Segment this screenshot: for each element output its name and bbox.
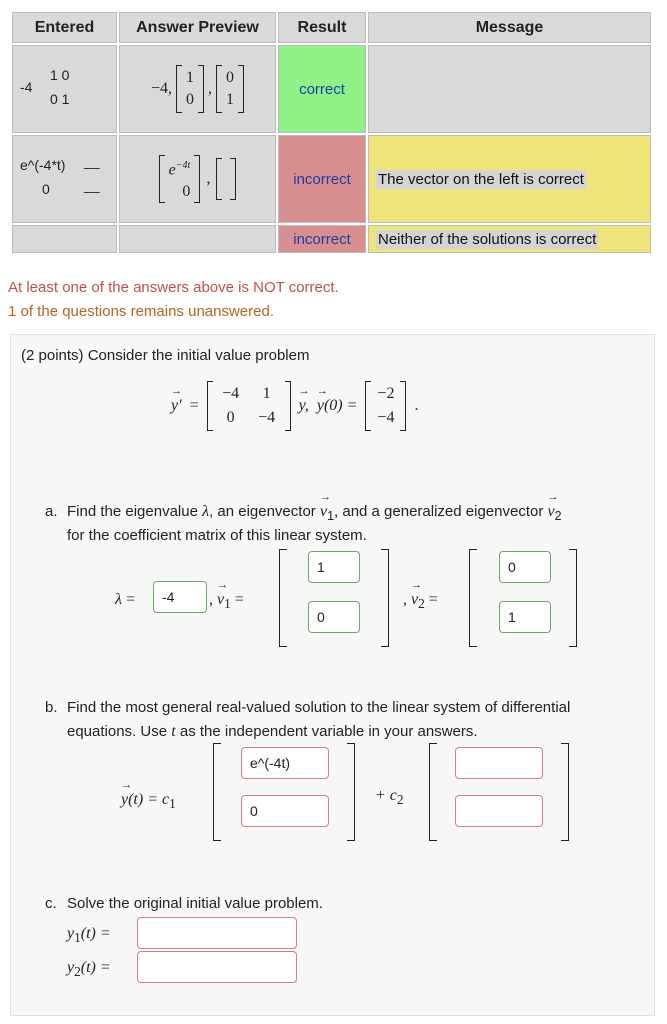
matrix-entry: 0 <box>226 409 235 426</box>
part-a-text-2: for the coefficient matrix of this linear system. <box>67 527 367 544</box>
header-entered: Entered <box>12 12 117 43</box>
text: Find the eigenvalue <box>67 503 203 520</box>
table-row <box>12 45 651 133</box>
message-text: The vector on the left is correct <box>378 170 584 188</box>
lambda-input[interactable]: -4 <box>153 581 207 613</box>
initial-condition-label: → y(0) = <box>317 397 358 415</box>
v2-label: , → $v_2$ = <box>403 591 438 612</box>
entered-row: 1 0 <box>50 67 70 83</box>
y2-label <box>67 959 111 980</box>
message-cell <box>368 225 651 253</box>
result-status: incorrect <box>278 225 366 253</box>
subscript: 1 <box>224 596 231 612</box>
text: equations. Use <box>67 723 172 740</box>
t-arg: (t) = <box>80 925 111 942</box>
entered-lambda: -4 <box>20 79 33 95</box>
subscript: 1 <box>169 796 176 812</box>
matrix-entry: −2 <box>377 385 395 402</box>
results-table <box>10 10 653 255</box>
table-row <box>12 135 651 223</box>
v2-symbol: → v <box>411 591 418 609</box>
v2-input-2[interactable]: 1 <box>499 601 551 633</box>
c2-symbol: + c <box>375 787 397 804</box>
message-cell <box>368 135 651 223</box>
c2-label <box>375 787 404 808</box>
entered-cell <box>12 45 117 133</box>
matrix-entry: 1 <box>226 91 235 108</box>
y2-input[interactable] <box>137 951 297 983</box>
status-not-correct: At least one of the answers above is NOT correct. <box>8 279 339 296</box>
bracket-right <box>381 549 389 647</box>
v1-input-2[interactable]: 0 <box>308 601 360 633</box>
subscript: 1 <box>327 509 335 523</box>
subscript: 2 <box>74 964 81 980</box>
ivp-equation: → y′ = −4 1 0 −4 → y, → y(0) = −2 −4 . <box>171 381 418 431</box>
preview-vector-v1 <box>176 65 204 113</box>
header-preview: Answer Preview <box>119 12 276 43</box>
v1-input-1[interactable]: 1 <box>308 551 360 583</box>
preview-vector-right <box>216 158 236 200</box>
bracket-left <box>429 743 437 841</box>
y1-label <box>67 925 111 946</box>
preview-cell: $e^{-4t}$ 0 , <box>119 135 276 223</box>
result-status: incorrect <box>278 135 366 223</box>
part-b-text: Find the most general real-valued solution to the linear system of differential <box>67 699 571 716</box>
subscript: 2 <box>554 509 562 523</box>
t-symbol: t <box>171 723 176 740</box>
c2-vector-input-1[interactable] <box>455 747 543 779</box>
lambda-symbol: λ <box>202 503 210 520</box>
matrix-entry-exponent: −4t <box>175 159 191 171</box>
y-vector: → y, <box>299 397 309 415</box>
entered-row: e^(-4*t) <box>20 157 66 173</box>
preview-lambda: −4, <box>150 80 173 97</box>
subscript: 1 <box>74 930 81 946</box>
preview-cell <box>119 225 276 253</box>
matrix-entry: 0 <box>226 69 235 86</box>
c1-vector-input-2[interactable]: 0 <box>241 795 329 827</box>
v1-symbol: → v <box>320 503 327 521</box>
lambda-label: λ = <box>115 591 135 608</box>
entered-blank: __ <box>84 177 100 193</box>
subscript: 2 <box>418 596 425 612</box>
part-a-label: a. <box>45 503 58 520</box>
bracket-right <box>569 549 577 647</box>
matrix-entry: 1 <box>186 69 195 86</box>
bracket-left <box>469 549 477 647</box>
header-message: Message <box>368 12 651 43</box>
matrix-entry: −4 <box>258 409 276 426</box>
entered-cell <box>12 225 117 253</box>
v1-label: , → $v_1$ = <box>209 591 244 612</box>
initial-vector <box>365 381 406 431</box>
result-status: correct <box>278 45 366 133</box>
text: , and a generalized eigenvector <box>334 503 548 520</box>
coefficient-matrix <box>207 381 291 431</box>
matrix-entry: e <box>168 161 176 179</box>
message-cell <box>368 45 651 133</box>
entered-row: 0 <box>42 181 50 197</box>
entered-row: 0 1 <box>50 91 70 107</box>
part-b-label: b. <box>45 699 58 716</box>
bracket-left <box>279 549 287 647</box>
bracket-left <box>213 743 221 841</box>
status-messages <box>8 276 339 324</box>
entered-cell <box>12 135 117 223</box>
bracket-right <box>347 743 355 841</box>
text: , an eigenvector <box>209 503 320 520</box>
table-row <box>12 225 651 253</box>
part-b-text-2 <box>67 723 478 741</box>
general-solution-label <box>121 791 176 812</box>
matrix-entry: 1 <box>262 385 271 402</box>
part-c-text: Solve the original initial value problem. <box>67 895 323 912</box>
problem-intro: (2 points) Consider the initial value problem <box>21 347 310 364</box>
preview-vector-v2 <box>216 65 244 113</box>
v2-input-1[interactable]: 0 <box>499 551 551 583</box>
text: as the independent variable in your answers. <box>175 723 478 740</box>
y1-input[interactable] <box>137 917 297 949</box>
problem-box <box>10 334 655 1016</box>
subscript: 2 <box>396 792 404 808</box>
header-result: Result <box>278 12 366 43</box>
y-symbol: y <box>67 959 75 976</box>
t-arg: (t) = <box>80 959 111 976</box>
matrix-entry: 0 <box>186 91 195 108</box>
message-text: Neither of the solutions is correct <box>378 230 597 248</box>
matrix-entry: 0 <box>182 183 191 201</box>
bracket-right <box>561 743 569 841</box>
preview-cell: −4, 1 0 , 0 1 <box>119 45 276 133</box>
c2-vector-input-2[interactable] <box>455 795 543 827</box>
part-c-label: c. <box>45 895 57 912</box>
entered-blank: __ <box>84 153 100 169</box>
y-t-c1: → y(t) = c <box>121 791 169 809</box>
v2-symbol: → v <box>548 503 555 521</box>
matrix-entry: −4 <box>377 409 395 426</box>
v1-symbol: → v <box>217 591 224 609</box>
y-symbol: y <box>67 925 75 942</box>
status-unanswered: 1 of the questions remains unanswered. <box>8 303 274 320</box>
matrix-entry: −4 <box>222 385 240 402</box>
c1-vector-input-1[interactable]: e^(-4t) <box>241 747 329 779</box>
lambda-symbol: λ <box>115 591 122 608</box>
part-a-text <box>67 503 562 523</box>
preview-vector-left <box>159 155 201 203</box>
